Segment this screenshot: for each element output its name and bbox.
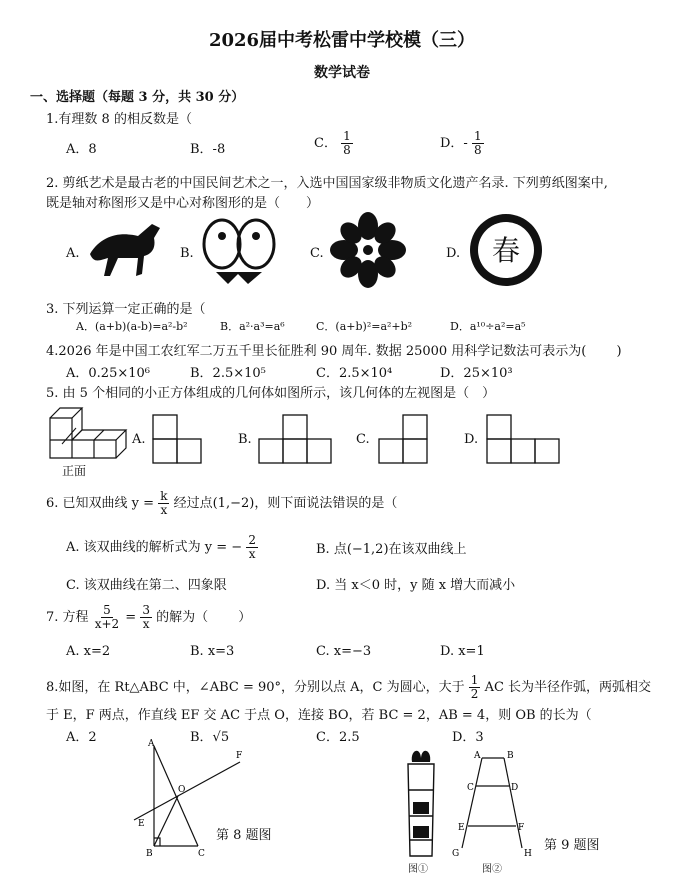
q3-option-c: C．(a+b)²=a²+b²: [316, 320, 413, 333]
q1-stem: 1.有理数 8 的相反数是（: [46, 112, 192, 127]
q7-stem-pre: 7. 方程: [46, 610, 89, 625]
q3-option-d: D．a¹⁰÷a²=a⁵: [450, 320, 526, 333]
q3-option-b: B．a²·a³=a⁶: [220, 320, 285, 333]
point-h9-label: H: [524, 849, 532, 859]
q3-option-a: A．(a+b)(a-b)=a²-b²: [76, 320, 188, 333]
point-c-label: C: [198, 849, 205, 859]
point-o-label: O: [178, 785, 186, 795]
q1-option-b: B．-8: [190, 142, 226, 157]
q6-option-d: D. 当 x＜0 时，y 随 x 增大而减小: [316, 578, 516, 593]
q5-option-b-figure: [258, 414, 332, 464]
front-view-label: 正面: [62, 464, 87, 478]
plant-shelf-figure: [398, 746, 444, 862]
q2-option-c: C.: [310, 246, 324, 261]
q1-option-c: [314, 130, 353, 157]
q8-option-d: D．3: [452, 730, 484, 745]
q8-stem-line2: 于 E，F 两点，作直线 EF 交 AC 于点 O，连接 BO，若 BC = 2，AB = 4，则 OB 的长为（: [46, 708, 592, 723]
point-d9-label: D: [511, 783, 519, 793]
q7-stem-post: 的解为（ ）: [156, 610, 252, 625]
q6-option-a: [66, 534, 258, 561]
exam-subject: 数学试卷: [314, 65, 370, 81]
q2-option-b: B.: [180, 246, 194, 261]
q6-a-pre: A. 该双曲线的解析式为 y = −: [66, 540, 243, 555]
q1-option-c-fraction: [341, 130, 353, 157]
q8-stem1-pre: 8.如图，在 Rt△ABC 中，∠ABC = 90°，分别以点 A，C 为圆心，大于: [46, 680, 465, 695]
q8-stem-line1: [46, 674, 651, 701]
q1-option-d: [440, 130, 484, 157]
q4-option-c: C．2.5×10⁴: [316, 366, 393, 381]
spring-character: 春: [491, 234, 521, 267]
q7-equals: =: [125, 610, 137, 625]
q7-option-b: B. x=3: [190, 644, 235, 659]
q6-a-num: 2: [248, 533, 256, 547]
q1-c-denominator: 8: [343, 143, 351, 157]
point-e-label: E: [138, 819, 145, 829]
q7-option-a: A. x=2: [66, 644, 111, 659]
q1-option-a: A．8: [66, 142, 97, 157]
q3-stem: 3. 下列运算一定正确的是（: [46, 302, 206, 317]
q6-x: x: [160, 503, 168, 517]
point-b-label: B: [146, 849, 153, 859]
q6-option-b: B. 点(−1,2)在该双曲线上: [316, 542, 467, 557]
q5-stem: 5. 由 5 个相同的小正方体组成的几何体如图所示，该几何体的左视图是（ ）: [46, 386, 496, 401]
fish-papercut-icon: [198, 212, 280, 288]
q1-option-c-label: C．: [314, 136, 337, 151]
q6-option-c: C. 该双曲线在第二、四象限: [66, 578, 227, 593]
q1-d-numerator: 1: [473, 129, 482, 143]
q7-d1: x+2: [94, 617, 120, 631]
q7-option-c: C. x=−3: [316, 644, 372, 659]
q8-caption: 第 8 题图: [216, 828, 272, 843]
q1-option-d-fraction: [472, 130, 484, 157]
q9-trapezoid-figure: [452, 748, 538, 860]
point-f9-label: F: [518, 823, 525, 833]
q8-half-fraction: [469, 674, 481, 701]
exam-title: 2026届中考松雷中学校模（三）: [208, 30, 476, 51]
q6-a-den: x: [248, 547, 256, 561]
q7-d2: x: [142, 617, 150, 631]
q7-n1: 5: [103, 603, 111, 617]
spring-papercut-icon: [466, 210, 546, 290]
q4-stem: 4.2026 年是中国工农红军二万五千里长征胜利 90 周年. 数据 25000 用科学记数法可表示为( ): [46, 344, 622, 359]
q5-option-c: C.: [356, 432, 370, 447]
q1-d-denominator: 8: [473, 143, 482, 157]
q5-option-b: B.: [238, 432, 252, 447]
q9-caption: 第 9 题图: [544, 838, 600, 853]
q6-stem-post: 经过点(1,−2)，则下面说法错误的是（: [173, 496, 398, 511]
point-b9-label: B: [507, 751, 514, 761]
point-a9-label: A: [474, 751, 481, 761]
q8-option-c: C．2.5: [316, 730, 360, 745]
q2-stem-line1: 2. 剪纸艺术是最古老的中国民间艺术之一，入选中国国家级非物质文化遗产名录. 下列剪纸图案中,: [46, 176, 608, 191]
cube-solid-figure: [46, 404, 132, 460]
q7-fraction-left: [93, 604, 121, 631]
q1-option-d-label: D．-: [440, 136, 468, 151]
q2-option-d: D.: [446, 246, 461, 261]
q8-option-b: B．√5: [190, 730, 230, 745]
fig1-label: 图①: [408, 864, 428, 875]
q7-option-d: D. x=1: [440, 644, 485, 659]
section-heading: 一、选择题（每题 3 分，共 30 分）: [30, 90, 245, 105]
q7-stem: [46, 604, 251, 631]
q6-stem: [46, 490, 397, 517]
flower-papercut-icon: [330, 212, 406, 288]
q7-fraction-right: [140, 604, 152, 631]
q6-k: k: [160, 489, 168, 503]
q8-option-a: A．2: [66, 730, 97, 745]
q5-option-d-figure: [486, 414, 560, 464]
q6-stem-pre: 6. 已知双曲线 y =: [46, 496, 155, 511]
q5-option-c-figure: [378, 414, 428, 464]
point-c9-label: C: [467, 783, 474, 793]
q4-option-a: A．0.25×10⁶: [66, 366, 150, 381]
horse-papercut-icon: [82, 214, 172, 286]
q8-geometry-figure: [128, 738, 258, 862]
point-g9-label: G: [452, 849, 460, 859]
q8-stem1-post: AC 长为半径作弧，两弧相交: [484, 680, 652, 695]
q5-option-d: D.: [464, 432, 479, 447]
q1-c-numerator: 1: [343, 129, 351, 143]
fig2-label: 图②: [482, 864, 502, 875]
q2-stem-line2: 既是轴对称图形又是中心对称图形的是（ ）: [46, 196, 320, 211]
q4-option-b: B．2.5×10⁵: [190, 366, 266, 381]
q4-option-d: D．25×10³: [440, 366, 513, 381]
point-a-label: A: [148, 739, 155, 749]
q5-option-a-figure: [152, 414, 202, 464]
q6-stem-fraction: [158, 490, 169, 517]
q8-half-d: 2: [470, 687, 479, 701]
point-f-label: F: [236, 751, 243, 761]
line-ef: [134, 762, 240, 820]
q7-n2: 3: [142, 603, 150, 617]
q2-option-a: A.: [66, 246, 80, 261]
q8-half-n: 1: [470, 673, 479, 687]
q5-option-a: A.: [132, 432, 146, 447]
q6-a-fraction: [246, 534, 258, 561]
point-e9-label: E: [458, 823, 465, 833]
